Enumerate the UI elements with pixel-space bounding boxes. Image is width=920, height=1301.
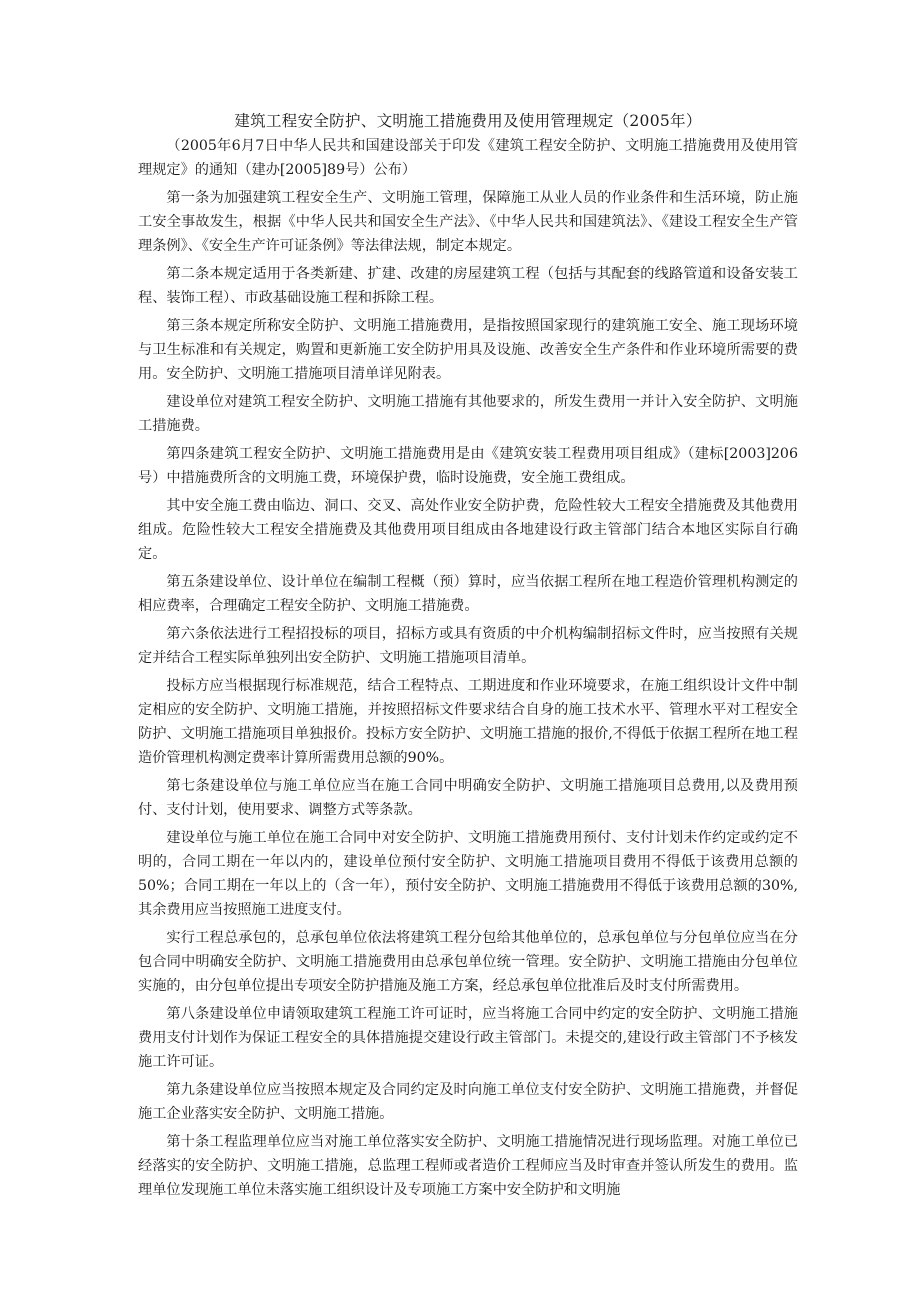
article-10-paragraph: 第十条工程监理单位应当对施工单位落实安全防护、文明施工措施情况进行现场监理。对施工单位已经落实的安全防护、文明施工措施，总监理工程师或者造价工程师应当及时审查并签认所发生的费用。监理单位发现施工单位未落实施工组织设计及专项施工方案中安全防护和文明施	[138, 1134, 798, 1198]
article-7-subcontract-paragraph: 实行工程总承包的，总承包单位依法将建筑工程分包给其他单位的，总承包单位与分包单位应当在分包合同中明确安全防护、文明施工措施费用由总承包单位统一管理。安全防护、文明施工措施由分包单位实施的，由分包单位提出专项安全防护措施及施工方案，经总承包单位批准后及时支付所需费用。	[138, 930, 798, 994]
article-4-supplement-paragraph: 其中安全施工费由临边、洞口、交叉、高处作业安全防护费，危险性较大工程安全措施费及其他费用组成。危险性较大工程安全措施费及其他费用项目组成由各地建设行政主管部门结合本地区实际自行确定。	[138, 498, 798, 562]
article-6-paragraph: 第六条依法进行工程招投标的项目，招标方或具有资质的中介机构编制招标文件时，应当按照有关规定并结合工程实际单独列出安全防护、文明施工措施项目清单。	[138, 626, 798, 666]
article-3-supplement-paragraph: 建设单位对建筑工程安全防护、文明施工措施有其他要求的，所发生费用一并计入安全防护、文明施工措施费。	[138, 394, 798, 434]
article-3-paragraph: 第三条本规定所称安全防护、文明施工措施费用，是指按照国家现行的建筑施工安全、施工现场环境与卫生标准和有关规定，购置和更新施工安全防护用具及设施、改善安全生产条件和作业环境所需要的费用。安全防护、文明施工措施项目清单详见附表。	[138, 318, 798, 382]
article-9-paragraph: 第九条建设单位应当按照本规定及合同约定及时向施工单位支付安全防护、文明施工措施费，并督促施工企业落实安全防护、文明施工措施。	[138, 1082, 798, 1122]
article-5-paragraph: 第五条建设单位、设计单位在编制工程概（预）算时，应当依据工程所在地工程造价管理机构测定的相应费率，合理确定工程安全防护、文明施工措施费。	[138, 574, 798, 614]
article-2-paragraph: 第二条本规定适用于各类新建、扩建、改建的房屋建筑工程（包括与其配套的线路管道和设备安装工程、装饰工程）、市政基础设施工程和拆除工程。	[138, 266, 798, 306]
article-4-paragraph: 第四条建筑工程安全防护、文明施工措施费用是由《建筑安装工程费用项目组成》（建标[2003]206号）中措施费所含的文明施工费，环境保护费，临时设施费，安全施工费组成。	[138, 446, 798, 486]
document-body	[138, 108, 798, 1202]
article-1-paragraph: 第一条为加强建筑工程安全生产、文明施工管理，保障施工从业人员的作业条件和生活环境，防止施工安全事故发生，根据《中华人民共和国安全生产法》、《中华人民共和国建筑法》、《建设工程安全生产管理条例》、《安全生产许可证条例》等法律法规，制定本规定。	[138, 190, 798, 254]
article-7-paragraph: 第七条建设单位与施工单位应当在施工合同中明确安全防护、文明施工措施项目总费用,以及费用预付、支付计划，使用要求、调整方式等条款。	[138, 778, 798, 818]
document-title: 建筑工程安全防护、文明施工措施费用及使用管理规定（2005年）	[234, 112, 702, 130]
article-6-supplement-paragraph: 投标方应当根据现行标准规范，结合工程特点、工期进度和作业环境要求，在施工组织设计文件中制定相应的安全防护、文明施工措施，并按照招标文件要求结合自身的施工技术水平、管理水平对工程安全防护、文明施工措施项目单独报价。投标方安全防护、文明施工措施的报价,不得低于依据工程所在地工程造价管理机构测定费率计算所需费用总额的90%。	[138, 678, 798, 766]
article-8-paragraph: 第八条建设单位申请领取建筑工程施工许可证时，应当将施工合同中约定的安全防护、文明施工措施费用支付计划作为保证工程安全的具体措施提交建设行政主管部门。未提交的,建设行政主管部门不予核发施工许可证。	[138, 1006, 798, 1070]
article-7-supplement-paragraph: 建设单位与施工单位在施工合同中对安全防护、文明施工措施费用预付、支付计划未作约定或约定不明的，合同工期在一年以内的，建设单位预付安全防护、文明施工措施项目费用不得低于该费用总额的50%；合同工期在一年以上的（含一年），预付安全防护、文明施工措施费用不得低于该费用总额的30%,其余费用应当按照施工进度支付。	[138, 830, 798, 918]
publication-note: （2005年6月7日中华人民共和国建设部关于印发《建筑工程安全防护、文明施工措施费用及使用管理规定》的通知（建办[2005]89号）公布）	[138, 138, 798, 178]
